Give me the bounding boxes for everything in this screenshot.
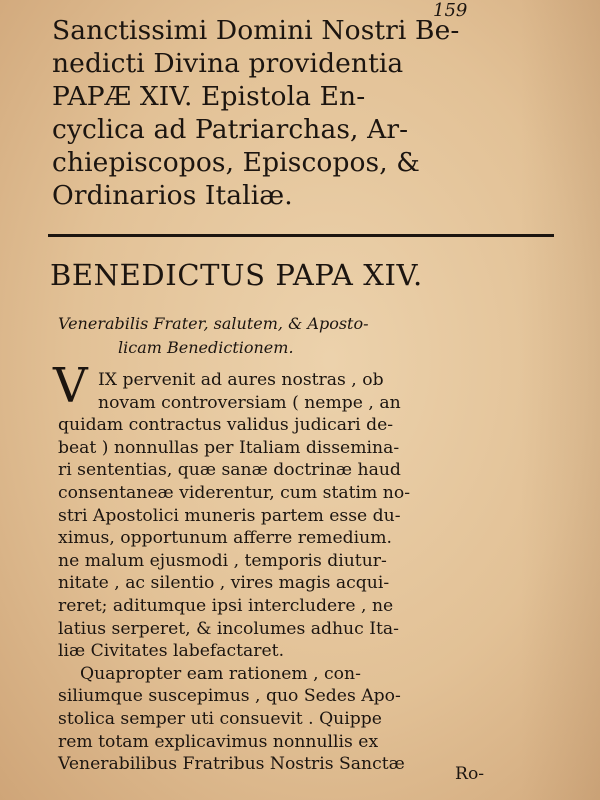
text-line: ximus, opportunum afferre remedium. xyxy=(58,528,392,549)
catchword: Ro- xyxy=(455,764,485,784)
page-number: 159 xyxy=(433,0,468,21)
text-line: siliumque suscepimus , quo Sedes Apo- xyxy=(58,686,401,707)
text-line: ne malum ejusmodi , temporis diutur- xyxy=(58,550,387,571)
text-line: stolica semper uti consuevit . Quippe xyxy=(58,708,382,729)
body-text xyxy=(58,369,558,776)
document-title xyxy=(52,14,562,212)
text-line: novam controversiam ( nempe , an xyxy=(98,392,401,413)
text-line: liæ Civitates labefactaret. xyxy=(58,641,285,662)
salutation-line: licam Benedictionem. xyxy=(118,338,294,357)
title-line: Ordinarios Italiæ. xyxy=(52,180,293,211)
salutation xyxy=(58,312,558,360)
section-heading: BENEDICTUS PAPA XIV. xyxy=(50,258,423,292)
text-line: consentaneæ viderentur, cum statim no- xyxy=(58,482,411,503)
drop-cap: V xyxy=(53,358,88,414)
text-line: Venerabilibus Fratribus Nostris Sanctæ xyxy=(58,754,405,775)
text-line: rem totam explicavimus nonnullis ex xyxy=(58,731,379,752)
title-line: PAPÆ XIV. Epistola En- xyxy=(52,81,366,112)
salutation-line: Venerabilis Frater, salutem, & Apostо- xyxy=(58,314,369,333)
horizontal-rule xyxy=(48,234,554,237)
title-line: Sanctissimi Domini Nostri Be- xyxy=(52,15,460,46)
text-line: beat ) nonnullas per Italiam dissemina- xyxy=(58,437,400,458)
title-line: nedicti Divina providentia xyxy=(52,48,404,79)
text-line: Quapropter eam rationem , con- xyxy=(80,663,361,684)
text-line: quidam contractus validus judicari de- xyxy=(58,415,394,436)
text-line: stri Apostolici muneris partem esse du- xyxy=(58,505,401,526)
text-line: reret; aditumque ipsi intercludere , ne xyxy=(58,595,394,616)
title-line: chiepiscopos, Episcopos, & xyxy=(52,147,420,178)
text-line: latius serperet, & incolumes adhuc Ita- xyxy=(58,618,399,639)
text-line: nitate , ac silentio , vires magis acqui- xyxy=(58,573,390,594)
text-line: ri sententias, quæ sanæ doctrinæ haud xyxy=(58,460,401,481)
title-line: cyclica ad Patriarchas, Ar- xyxy=(52,114,409,145)
text-line: IX pervenit ad aures nostras , ob xyxy=(98,370,384,390)
